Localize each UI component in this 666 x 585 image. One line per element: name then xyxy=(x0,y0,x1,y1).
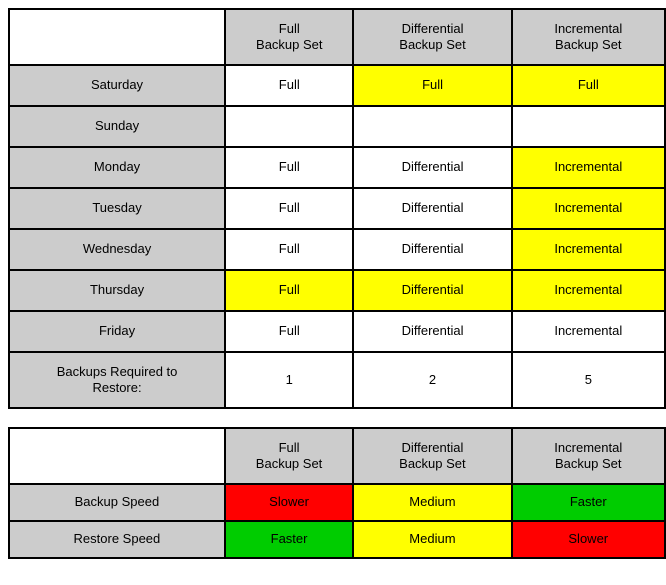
column-header-incremental-line2: Backup Set xyxy=(555,37,622,52)
column-header-incremental xyxy=(512,9,665,65)
column-header-incremental xyxy=(512,428,665,484)
cell-thursday-differential: Differential xyxy=(353,270,511,311)
row-label-friday: Friday xyxy=(9,311,225,352)
cell-saturday-incremental: Full xyxy=(512,65,665,106)
table-row xyxy=(9,229,665,270)
cell-wednesday-full: Full xyxy=(225,229,353,270)
table-row xyxy=(9,311,665,352)
cell-saturday-differential: Full xyxy=(353,65,511,106)
cell-backup-speed-differential: Medium xyxy=(353,484,511,521)
table-row xyxy=(9,484,665,521)
row-label-wednesday: Wednesday xyxy=(9,229,225,270)
table-row-total xyxy=(9,352,665,408)
row-label-tuesday: Tuesday xyxy=(9,188,225,229)
corner-cell xyxy=(9,9,225,65)
table-row xyxy=(9,106,665,147)
cell-thursday-incremental: Incremental xyxy=(512,270,665,311)
row-label-backup-speed: Backup Speed xyxy=(9,484,225,521)
cell-saturday-full: Full xyxy=(225,65,353,106)
table-header-row xyxy=(9,428,665,484)
column-header-differential-line1: Differential xyxy=(401,20,464,36)
cell-thursday-full: Full xyxy=(225,270,353,311)
column-header-full xyxy=(225,9,353,65)
column-header-full-line1: Full xyxy=(278,20,300,36)
cell-friday-incremental: Incremental xyxy=(512,311,665,352)
cell-monday-differential: Differential xyxy=(353,147,511,188)
column-header-differential-line2: Backup Set xyxy=(399,456,466,471)
cell-sunday-incremental xyxy=(512,106,665,147)
table-row xyxy=(9,147,665,188)
cell-restore-speed-differential: Medium xyxy=(353,521,511,558)
column-header-incremental-line2: Backup Set xyxy=(555,456,622,471)
backup-schedule-table xyxy=(8,8,666,409)
column-header-differential xyxy=(353,428,511,484)
cell-wednesday-differential: Differential xyxy=(353,229,511,270)
column-header-differential-line1: Differential xyxy=(401,439,464,455)
cell-total-differential: 2 xyxy=(353,352,511,408)
cell-total-full: 1 xyxy=(225,352,353,408)
row-label-restore-speed: Restore Speed xyxy=(9,521,225,558)
column-header-full-line2: Backup Set xyxy=(256,37,323,52)
table-row xyxy=(9,521,665,558)
cell-monday-incremental: Incremental xyxy=(512,147,665,188)
cell-sunday-full xyxy=(225,106,353,147)
column-header-differential xyxy=(353,9,511,65)
cell-tuesday-full: Full xyxy=(225,188,353,229)
cell-friday-differential: Differential xyxy=(353,311,511,352)
row-label-thursday: Thursday xyxy=(9,270,225,311)
row-label-backups-required-line2: Restore: xyxy=(92,380,142,395)
row-label-monday: Monday xyxy=(9,147,225,188)
table-row xyxy=(9,65,665,106)
document-page xyxy=(0,8,666,585)
row-label-sunday: Sunday xyxy=(9,106,225,147)
backup-speed-table xyxy=(8,427,666,559)
corner-cell xyxy=(9,428,225,484)
cell-restore-speed-full: Faster xyxy=(225,521,353,558)
cell-friday-full: Full xyxy=(225,311,353,352)
column-header-differential-line2: Backup Set xyxy=(399,37,466,52)
column-header-incremental-line1: Incremental xyxy=(554,439,623,455)
column-header-incremental-line1: Incremental xyxy=(554,20,623,36)
table-header-row xyxy=(9,9,665,65)
column-header-full-line2: Backup Set xyxy=(255,456,323,471)
cell-tuesday-differential: Differential xyxy=(353,188,511,229)
cell-tuesday-incremental: Incremental xyxy=(512,188,665,229)
row-label-saturday: Saturday xyxy=(9,65,225,106)
cell-backup-speed-full: Slower xyxy=(225,484,353,521)
table-row xyxy=(9,270,665,311)
cell-total-incremental: 5 xyxy=(512,352,665,408)
cell-backup-speed-incremental: Faster xyxy=(512,484,665,521)
cell-restore-speed-incremental: Slower xyxy=(512,521,665,558)
row-label-backups-required xyxy=(9,352,225,408)
column-header-full-line1: Full xyxy=(278,439,300,455)
row-label-backups-required-line1: Backups Required to xyxy=(56,363,178,379)
table-row xyxy=(9,188,665,229)
column-header-full xyxy=(225,428,353,484)
cell-wednesday-incremental: Incremental xyxy=(512,229,665,270)
cell-monday-full: Full xyxy=(225,147,353,188)
cell-sunday-differential xyxy=(353,106,511,147)
